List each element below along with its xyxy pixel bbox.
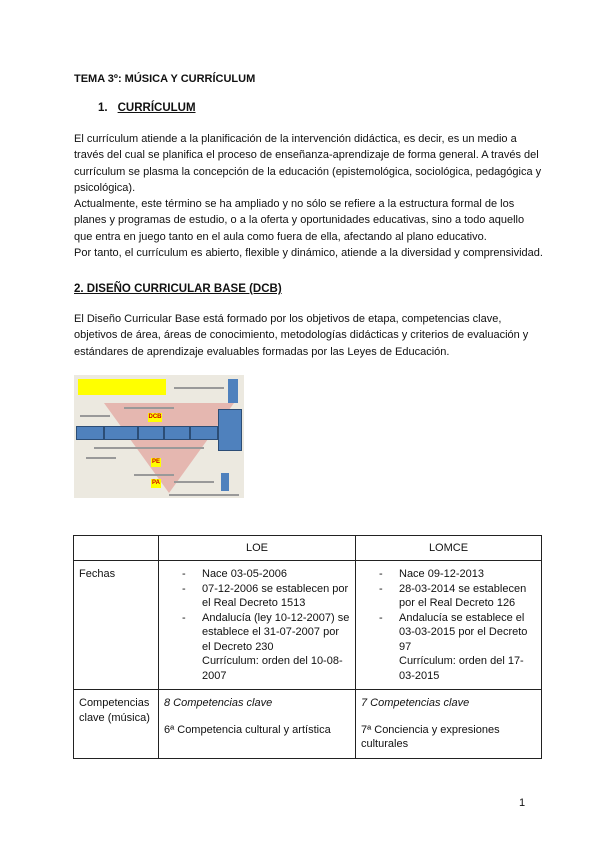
row-label: Fechas bbox=[74, 561, 159, 690]
list-item: - 07-12-2006 se establecen por el Real Decreto 1513 bbox=[202, 582, 350, 611]
table-header-row bbox=[74, 536, 542, 561]
list-item: - Andalucía (ley 10-12-2007) se establece el 31-07-2007 por el Decreto 230 bbox=[202, 611, 350, 655]
paragraph: El currículum atiende a la planificación de la intervención didáctica, es decir, es un medio a través del cual se planifica el proceso de enseñanza-aprendizaje de forma general. A través del currículum se plasma la concepción de la educación (epistemológica, sociológica, pedagógica y psicológica). bbox=[74, 133, 542, 194]
diagram-label: PE bbox=[151, 459, 160, 465]
list-item: - 28-03-2014 se establecen por el Real Decreto 126 bbox=[399, 582, 536, 611]
cell-text: 7ª Conciencia y expresiones culturales bbox=[361, 723, 500, 750]
cell-text: 6ª Competencia cultural y artística bbox=[164, 723, 331, 736]
note-box bbox=[78, 379, 166, 395]
lomce-cell bbox=[356, 690, 542, 759]
paragraph: Por tanto, el currículum es abierto, flexible y dinámico, atiende a la diversidad y comprensividad. bbox=[74, 247, 543, 260]
header-cell: LOMCE bbox=[356, 536, 542, 561]
list-item: - Nace 09-12-2013 bbox=[399, 567, 536, 582]
arrow-up-icon bbox=[228, 379, 238, 403]
diagram-label: DCB bbox=[148, 414, 162, 420]
cell-title: 8 Competencias clave bbox=[164, 697, 273, 709]
arrow-down-icon bbox=[221, 473, 229, 491]
section-number: 1. bbox=[98, 102, 108, 114]
document-title: TEMA 3º: MÚSICA Y CURRÍCULUM bbox=[74, 73, 256, 85]
section-1-heading bbox=[98, 102, 196, 114]
list-item: - Andalucía se establece el 03-03-2015 por el Decreto 97 bbox=[399, 611, 536, 655]
list-item-note: Currículum: orden del 10-08-2007 bbox=[202, 655, 343, 682]
loe-cell bbox=[159, 561, 356, 690]
header-cell bbox=[74, 536, 159, 561]
page-number: 1 bbox=[519, 797, 526, 809]
header-cell: LOE bbox=[159, 536, 356, 561]
diagram-label: PA bbox=[152, 480, 160, 486]
laws-comparison-table bbox=[73, 535, 542, 759]
list-item-note: Currículum: orden del 17-03-2015 bbox=[399, 655, 524, 682]
section-1-body bbox=[74, 131, 544, 261]
loe-cell bbox=[159, 690, 356, 759]
lomce-cell bbox=[356, 561, 542, 690]
table-row bbox=[74, 690, 542, 759]
section-2-heading: 2. DISEÑO CURRICULAR BASE (DCB) bbox=[74, 283, 282, 295]
table-row bbox=[74, 561, 542, 690]
list-item: - Nace 03-05-2006 bbox=[202, 567, 350, 582]
cell-title: 7 Competencias clave bbox=[361, 697, 470, 709]
section-title: CURRÍCULUM bbox=[117, 102, 196, 114]
row-label: Competencias clave (música) bbox=[74, 690, 159, 759]
section-2-body: El Diseño Curricular Base está formado por los objetivos de etapa, competencias clave, objetivos de área, áreas de conocimiento, metodologías didácticas y criterios de evaluación y estándares de aprendizaje evaluables formadas por las Leyes de Educación. bbox=[74, 313, 529, 358]
paragraph: Actualmente, este término se ha ampliado y no sólo se refiere a la estructura formal de los planes y programas de estudio, o a la oferta y oportunidades educativas, sino a todo aquello que entra en juego tanto en el aula como fuera de ella, afectando al plano educativo. bbox=[74, 198, 525, 243]
dcb-diagram-image bbox=[74, 375, 244, 498]
